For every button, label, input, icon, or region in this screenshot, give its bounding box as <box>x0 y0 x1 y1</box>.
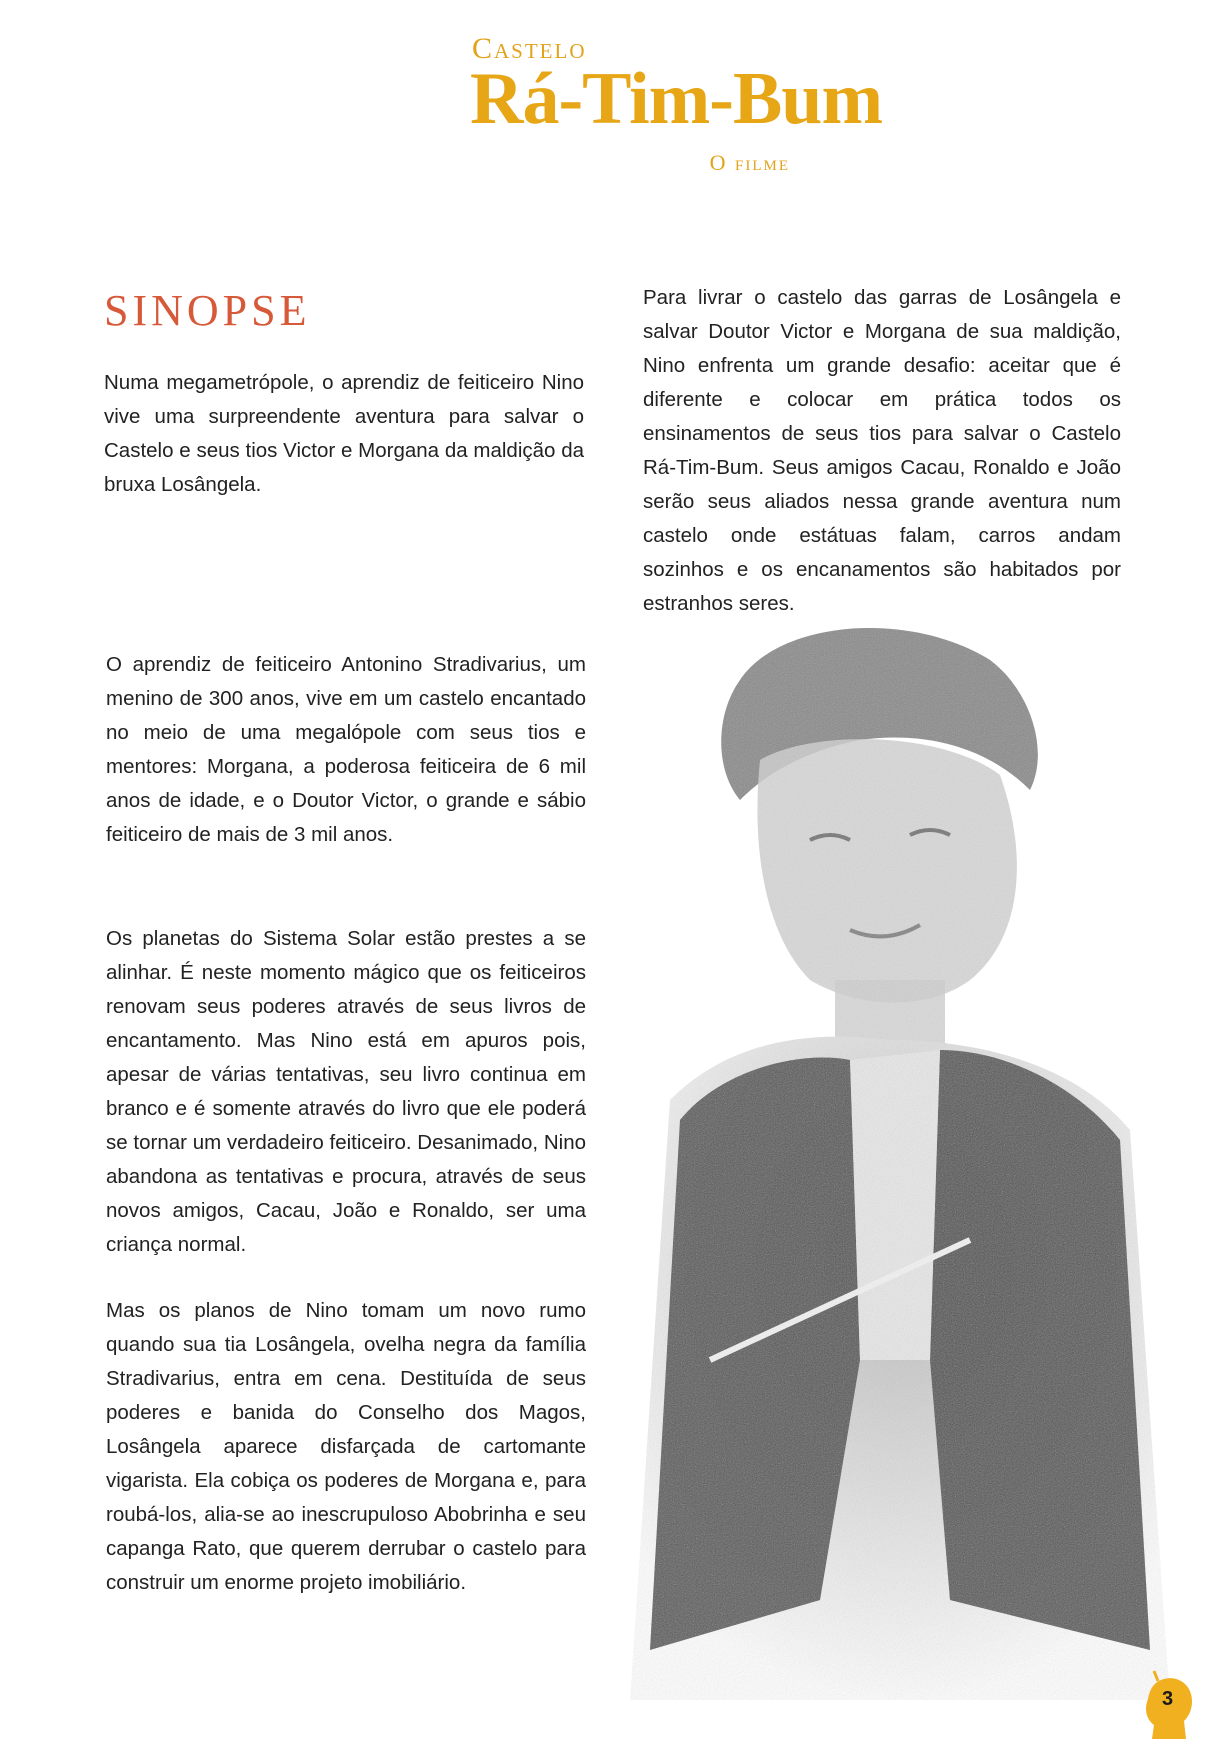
castelo-ratimbum-logo <box>470 32 883 182</box>
synopsis-paragraph-3: Mas os planos de Nino tomam um novo rumo quando sua tia Losângela, ovelha negra da família Stradivarius, entra em cena. Destituída de seus poderes e banida do Conselho dos Magos, Losângela aparece disfarçada de cartomante vigarista. Ela cobiça os poderes de Morgana e, para roubá-los, alia-se ao inescrupuloso Abobrinha e seu capanga Rato, que querem derrubar o castelo para construir um enorme projeto imobiliário. <box>106 1299 586 1594</box>
logo-line-castelo: Castelo <box>472 32 587 65</box>
section-title: SINOPSE <box>104 286 311 335</box>
synopsis-paragraph-2: Os planetas do Sistema Solar estão prestes a se alinhar. É neste momento mágico que os feiticeiros renovam seus poderes através de seus livros de encantamento. Mas Nino está em apuros pois, apesar de várias tentativas, seu livro continua em branco e é somente através do livro que ele poderá se tornar um verdadeiro feiticeiro. Desanimado, Nino abandona as tentativas e procura, através de seus novos amigos, Cacau, João e Ronaldo, ser uma criança normal. <box>106 927 586 1256</box>
logo-line-o-filme: O filme <box>709 150 790 175</box>
logo-title: Rá-Tim-Bum <box>470 58 883 140</box>
page-number: 3 <box>1162 1688 1174 1710</box>
synopsis-intro-paragraph: Numa megametrópole, o aprendiz de feiticeiro Nino vive uma surpreendente aventura para salvar o Castelo e seus tios Victor e Morgana da maldição da bruxa Losângela. <box>104 371 584 496</box>
boy-portrait-illustration <box>610 600 1170 1700</box>
synopsis-paragraph-1: O aprendiz de feiticeiro Antonino Stradivarius, um menino de 300 anos, vive em um castelo encantado no meio de uma megalópole com seus tios e mentores: Morgana, a poderosa feiticeira de 6 mil anos de idade, e o Doutor Victor, o grande e sábio feiticeiro de mais de 3 mil anos. <box>106 653 586 846</box>
synopsis-right-paragraph: Para livrar o castelo das garras de Losângela e salvar Doutor Victor e Morgana de sua maldição, Nino enfrenta um grande desafio: aceitar que é diferente e colocar em prática todos os ensinamentos de seus tios para salvar o Castelo Rá-Tim-Bum. Seus amigos Cacau, Ronaldo e João serão seus aliados nessa grande aventura num castelo onde estátuas falam, carros andam sozinhos e os encanamentos são habitados por estranhos seres. <box>643 286 1121 615</box>
